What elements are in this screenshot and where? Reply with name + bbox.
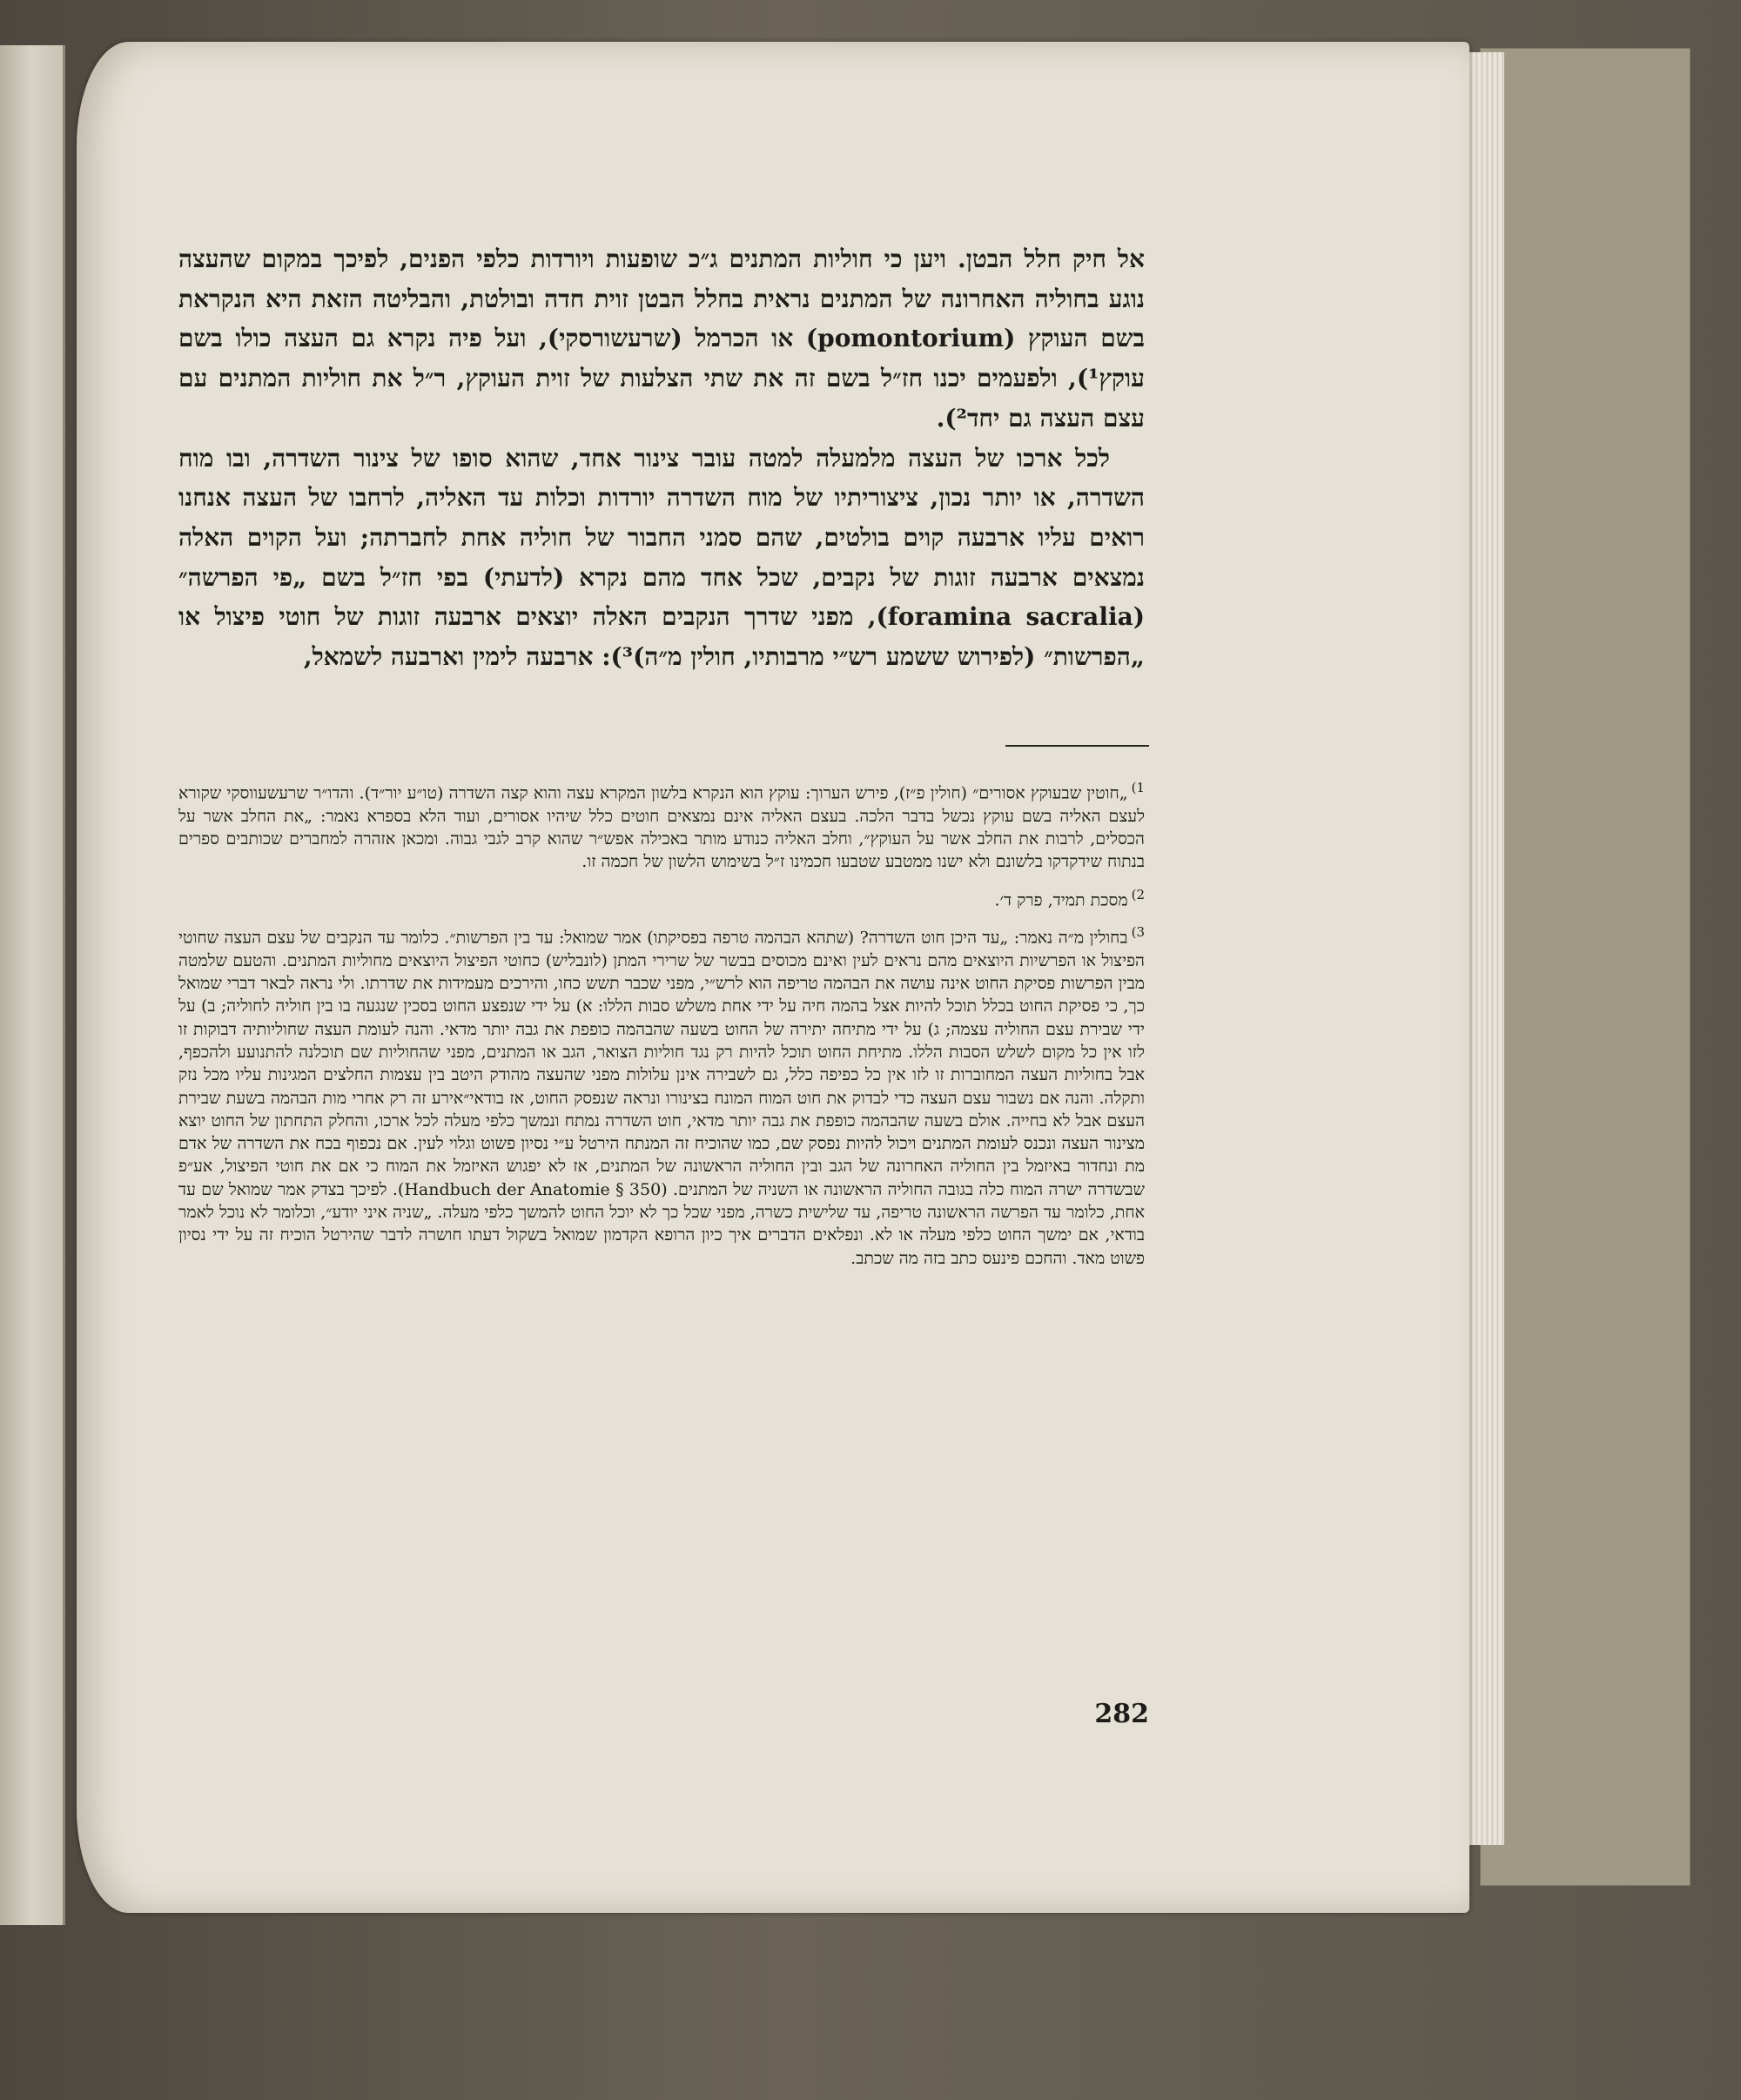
footnote-1 [178, 776, 1145, 874]
footnote-text: „חוטין שבעוקץ אסורים״ (חולין פ״ז), פירש הערוך: עוקץ הוא הנקרא בלשון המקרא עצה והוא קצה השדרה (טו״ע יור״ד). והדו״ר שרעשעווסקי שקורא לעצם האליה בשם עוקץ נכשל בדבר הלכה. בעצם האליה אינם נמצאים חוטים כלל שיהיו אסורים, ועוד הלא בספרא נאמר: „את החלב אשר על הכסלים, לרבות את החלב אשר על העוקץ״, וחלב האליה כנודע מותר באכילה אפש״ר שהוא קרב לגבי גבוה. ומכאן אזהרה למחברים שכותבים ספרים בנתוח שידקדקו בלשונם ולא ישנו ממטבע שטבעו חכמינו ז״ל בשימוש הלשון של חכמה זו. [178, 783, 1145, 872]
paragraph-1: אל חיק חלל הבטן. ויען כי חוליות המתנים ג״כ שופעות ויורדות כלפי הפנים, לפיכך במקום שהעצה נוגע בחוליה האחרונה של המתנים נראית בחלל הבטן זוית חדה ובולטת, והבליטה הזאת היא הנקראת בשם העוקץ (pomontorium) או הכרמל (שרעשורסקי), ועל פיה נקרא גם העצה כולו בשם עוקץ¹), ולפעמים יכנו חז״ל בשם זה את שתי הצלעות של זוית העוקץ, ר״ל את חוליות המתנים עם עצם העצה גם יחד²). [178, 245, 1145, 433]
footnote-number: 2) [1131, 886, 1145, 902]
footnote-number: 1) [1131, 780, 1145, 795]
footnote-text: בחולין מ״ה נאמר: „עד היכן חוט השדרה? (שתהא הבהמה טרפה בפסיקתו) אמר שמואל: עד בין הפרשות״. כלומר עד הנקבים של עצם העצה שחוטי הפיצול או הפרשיות היוצאים מהם נראים לעין ואינם מכוסים בבשר של שרירי המתן (לונבליש) כחוטי הפיצול היוצאים מחוליות המתנים. והטעם שלמטה מבין הפרשות פסיקת החוט אינה עושה את הבהמה טריפה הוא לרש״י, מפני שכבר תשש כחו, והירכים מעמידות את שדרתו. ולי נראה לבאר דברי שמואל כך, כי פסיקת החוט בכלל תוכל להיות אצל בהמה חיה על ידי אחת משלש סבות הללו: א) על ידי שנפצע החוט בסכין שנגעה בו בין חוליה לחוליה; ב) על ידי שבירת עצם החוליה עצמה; ג) על ידי מתיחה יתירה של החוט בשעה שהבהמה כופפת את גבה יותר מדאי. והנה לעומת העצה שחוליותיה דבוקות זו לזו אין כל מקום לשלש הסבות הללו. מתיחת החוט תוכל להיות רק נגד חוליות הצואר, הגב או המתנים, מפני שהחוליות שם תוכלנה להתנועע ולהכפף, אבל בחוליות העצה המחוברות זו לזו אין כל כפיפה כלל, גם לשבירה אינן עלולות מפני שהעצה מהודק היטב בין עצמות החלצים המגינות עליו מכל נזק ותקלה. והנה אם נשבור עצם העצה כדי לבדוק את חוט המוח המונח בצינורו ונראה שנפסק החוט, אז בודאי״אירע זה רק אחרי מות הבהמה בשעת שבירת העצם אבל לא בחייה. אולם בשעה שהבהמה כופפת את גבה יותר מדאי, חוט השדרה נמתח ונמשך כלפי מעלה לכל ארכו, והחלק התחתון של החוט יוצא מצינור העצה ונכנס לעומת המתנים ויכול להיות נפסק שם, כמו שהוכיח זה המנתח הירטל ע״י נסיון פשוט וגלוי לעין. אם נכפוף בכח את השדרה של אדם מת ונחדור באיזמל בין החוליה האחרונה של הגב ובין החוליה הראשונה של המתנים, אז לא יפגוש האיזמל את המוח כי אם את חוטי הפיצול, אע״פ שבשדרה ישרה המוח כלה בגובה החוליה הראשונה או השניה של המתנים. (Handbuch der Anatomie § 350). לפיכך בצדק אמר שמואל שם עד אחת, כלומר עד הפרשה הראשונה טריפה, עד שלישית כשרה, מפני שכל כך לא יוכל החוט להמשך כלפי מעלה. „שניה איני יודע״, וכלומר לא נוכל לאמר בודאי, אם ימשך החוט כלפי מעלה או לא. ונפלאים הדברים איך כיון הרופא הקדמון שמואל בשקול דעתו חושרה לדבר שהירטל הוכיח זה על ידי נסיון פשוט מאד. והחכם פינעס כתב בזה מה שכתב. [178, 928, 1145, 1268]
footnote-3 [178, 921, 1145, 1270]
footnote-number: 3) [1131, 924, 1145, 941]
main-text [178, 239, 1145, 677]
footnote-text: מסכת תמיד, פרק ד׳. [994, 889, 1128, 909]
footnotes [178, 776, 1145, 1279]
footnote-separator [1005, 745, 1149, 747]
left-page-edge [0, 45, 65, 1925]
page-number: 282 [1094, 1699, 1149, 1729]
footnote-2 [178, 883, 1145, 912]
paragraph-2: לכל ארכו של העצה מלמעלה למטה עובר צינור אחד, שהוא סופו של צינור השדרה, ובו מוח השדרה, או יותר נכון, ציצוריתיו של מוח השדרה יורדות וכלות עד האליה, לרחבו של העצה אנחנו רואים עליו ארבעה קוים בולטים, שהם סמני החבור של חוליה אחת לחברתה; ועל הקוים האלה נמצאים ארבעה זוגות של נקבים, שכל אחד מהם נקרא (לדעתי) בפי חז״ל בשם „פי הפרשה״ (foramina sacralia), מפני שדרך הנקבים האלה יוצאים ארבעה זוגות של חוטי פיצול או „הפרשות״ (לפירוש ששמע רש״י מרבותיו, חולין מ״ה)³): ארבעה לימין וארבעה לשמאל, [178, 443, 1145, 672]
book-cover-edge [1480, 48, 1691, 1886]
